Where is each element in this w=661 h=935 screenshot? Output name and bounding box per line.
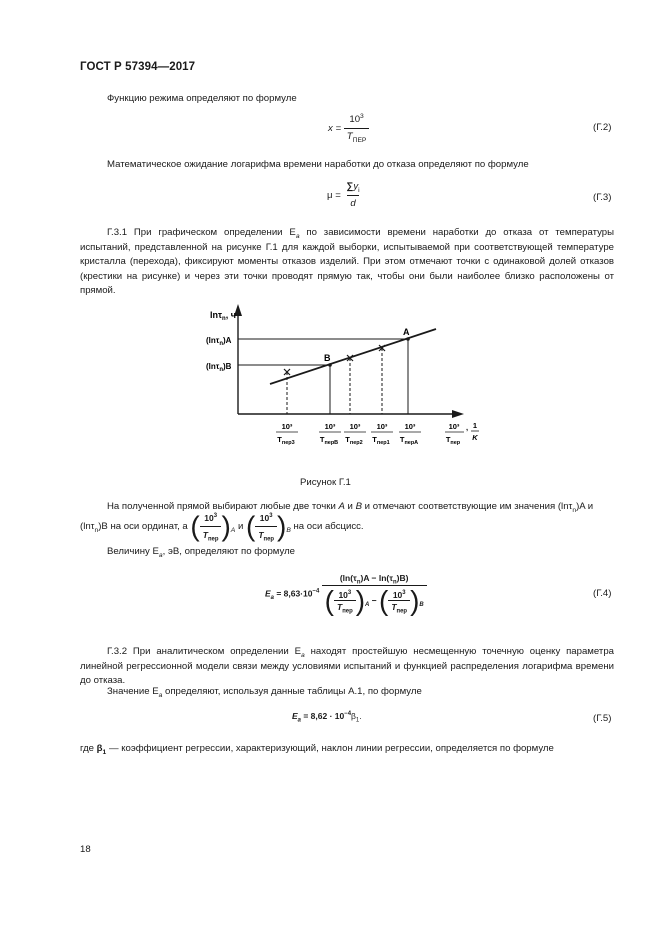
eq4-number: (Г.4): [593, 588, 612, 599]
eq4-coef: = 8,63·10: [273, 588, 313, 599]
value2-text-2: определяют, используя данные таблицы А.1, по формуле: [162, 686, 422, 697]
points-text-2-tail: )A и: [576, 501, 594, 512]
value-intro-text: [107, 545, 295, 560]
eq5-lhs-sub: a: [297, 717, 301, 724]
eq3-number: (Г.3): [593, 192, 612, 203]
eq3-fraction: [343, 180, 362, 211]
points-paragraph-line1: На полученной прямой выбирают любые две точки A и B и отмечают соответствующие им значения (lnτ$_n$)A и: [107, 501, 594, 514]
value2-text-1: Значение E: [107, 686, 159, 697]
svg-text:TперA: $T_{перA}$: [399, 435, 419, 446]
svg-text:K: K: [472, 433, 478, 442]
eq2-num-exp: 3: [360, 112, 364, 120]
points-text-3-tail: )B на оси ординат, а: [98, 521, 188, 533]
points-sub-b: B: [286, 527, 291, 535]
svg-text:Tпер2: $T_{пер2}$: [345, 435, 363, 446]
points-frac-b: $\frac{10^3}{T_{пер}}$: [255, 511, 277, 542]
g32-text-1: Г.3.2 При аналитическом определении E: [107, 646, 302, 657]
eq5-end: .: [359, 711, 362, 721]
svg-text:TперB: $T_{перB}$: [319, 435, 339, 446]
mode-intro-text: Функцию режима определяют по формуле: [107, 93, 297, 104]
eq5-beta: β: [351, 711, 356, 721]
eq3-lhs: μ =: [327, 190, 341, 202]
x-tick-2: [344, 422, 366, 446]
svg-text:Tпер3: $T_{пер3}$: [277, 435, 295, 446]
beta-text-1: где: [80, 743, 97, 754]
equation-g3: [327, 180, 363, 211]
x-axis-arrow: [452, 410, 464, 418]
x-tick-1: [371, 422, 393, 446]
equation-g4: [265, 573, 427, 615]
eq3-sum: ∑: [346, 181, 354, 192]
equation-g5: [292, 711, 362, 724]
value2-intro-text: [107, 685, 422, 700]
eq4-coef-exp: −4: [312, 588, 320, 595]
g31-text-2: по зависимости времени наработки до отказа от температуры испытаний, представленной на рисунке Г.1 для каждой выборки, испытываемой при соответствующей температуре кристалла (перехода), фиксируют моменты отказов изделий. При этом отмечают точки с одинаковой долей отказов (крестики на рисунке) и через эти точки проводят прямую так, чтобы они были наиболее близко расположены от прямой.: [80, 227, 614, 297]
eq5-beta-sub: 1: [355, 717, 360, 724]
point-b-dot: [328, 363, 332, 367]
eq3-d: d: [347, 195, 358, 212]
points-text-1: На полученной прямой выбирают любые две точки: [107, 501, 339, 512]
points-b: B: [355, 501, 362, 512]
x-tick-3: [276, 422, 298, 446]
value-text-1: Величину E: [107, 546, 159, 557]
figure-caption: Рисунок Г.1: [300, 477, 351, 488]
y-tick-a: (lnτ$_n$)A: [206, 336, 232, 347]
svg-text:10³: 10³: [349, 422, 361, 431]
eq5-number: (Г.5): [593, 713, 612, 724]
svg-text:1: 1: [472, 421, 478, 430]
eq5-coef: = 8,62 · 10: [300, 711, 345, 721]
svg-text:Tпер1: $T_{пер1}$: [372, 435, 390, 446]
beta-text-2: — коэффициент регрессии, характеризующий, наклон линии регрессии, определяется по формуле: [106, 743, 554, 754]
x-tick-labels: [276, 421, 479, 446]
eq2-den-sub: ПЕР: [352, 136, 367, 144]
eq2-number: (Г.2): [593, 122, 612, 133]
points-text-2: и отмечают соответствующие им значения (lnτ: [362, 501, 573, 512]
beta-paragraph: [80, 742, 554, 757]
beta-symbol: β: [96, 743, 103, 754]
eq4-lhs-sub: a: [270, 594, 274, 601]
eq3-y: y: [353, 181, 359, 192]
figure-g1-chart: [200, 302, 480, 462]
section-g32-paragraph: [80, 645, 614, 689]
eq5-exp: −4: [344, 711, 352, 718]
g31-sub-a: a: [295, 232, 300, 240]
cross-markers: [284, 345, 385, 375]
document-header: ГОСТ Р 57394—2017: [80, 61, 196, 73]
value2-sub: a: [158, 691, 163, 699]
eq5-lhs: E: [292, 711, 298, 721]
eq4-fraction: $(\ln(\tau_n)A - \ln(\tau_n)B)$ ( $\frac{10^3}{T_{пер}}$ )$_A$ − ( $\frac{10^3}{T_{пер}}$ )$_B$: [322, 573, 427, 615]
equation-g2: [328, 113, 369, 144]
points-a: A: [338, 501, 345, 512]
page-number: 18: [80, 844, 91, 855]
eq4-lhs: E: [265, 588, 271, 599]
eq3-y-sub: i: [358, 186, 360, 194]
x-axis-label: [445, 421, 479, 446]
point-a-label: A: [403, 327, 410, 337]
svg-text:,: ,: [465, 423, 469, 432]
x-tick-b: [319, 422, 341, 446]
svg-text:10³: 10³: [281, 422, 293, 431]
svg-text:Tпер: $T_{пер}$: [445, 435, 461, 446]
points-text-3: (lnτ: [80, 521, 95, 533]
y-tick-b: (lnτ$_n$)B: [206, 362, 232, 373]
g31-text-1: Г.3.1 При графическом определении E: [107, 227, 296, 238]
eq2-fraction: [344, 113, 370, 144]
points-and-2: и: [235, 521, 246, 533]
value-text-2: , эВ, определяют по формуле: [162, 546, 296, 557]
value-sub: a: [158, 551, 163, 559]
points-frac-a: $\frac{10^3}{T_{пер}}$: [200, 511, 222, 542]
svg-text:10³: 10³: [404, 422, 416, 431]
points-and: и: [344, 501, 356, 512]
points-paragraph-line2: (lnτ$_n$)B на оси ординат, а ( $\frac{10^3}{T_{пер}}$ )$_A$ и ( $\frac{10^3}{T_{пер}}$ )$_B$ на оси абсцисс.: [80, 510, 364, 543]
points-text-4: на оси абсцисс.: [290, 521, 364, 533]
eq2-num: 10: [349, 114, 361, 125]
g32-sub-a: a: [301, 651, 305, 659]
eq2-lhs: x =: [328, 123, 342, 135]
point-b-label: B: [324, 353, 331, 363]
svg-text:10³: 10³: [448, 422, 460, 431]
points-sub-a: A: [230, 527, 236, 535]
eq2-den: T: [346, 130, 353, 142]
section-g31-paragraph: [80, 226, 614, 299]
point-a-dot: [406, 337, 410, 341]
svg-text:10³: 10³: [324, 422, 336, 431]
mu-intro-text: Математическое ожидание логарифма времени наработки до отказа определяют по формуле: [107, 159, 529, 170]
regression-line: [270, 329, 436, 384]
svg-text:10³: 10³: [376, 422, 388, 431]
y-axis-label: lnτ$_n$, ч: [210, 310, 236, 322]
g32-text-2: находят простейшую несмещенную точечную оценку параметра линейной регрессионной модели связи между условиями испытаний и функцией распределения логарифма времени до отказа.: [80, 646, 614, 687]
beta-sub: 1: [102, 748, 107, 756]
x-tick-a: [399, 422, 421, 446]
